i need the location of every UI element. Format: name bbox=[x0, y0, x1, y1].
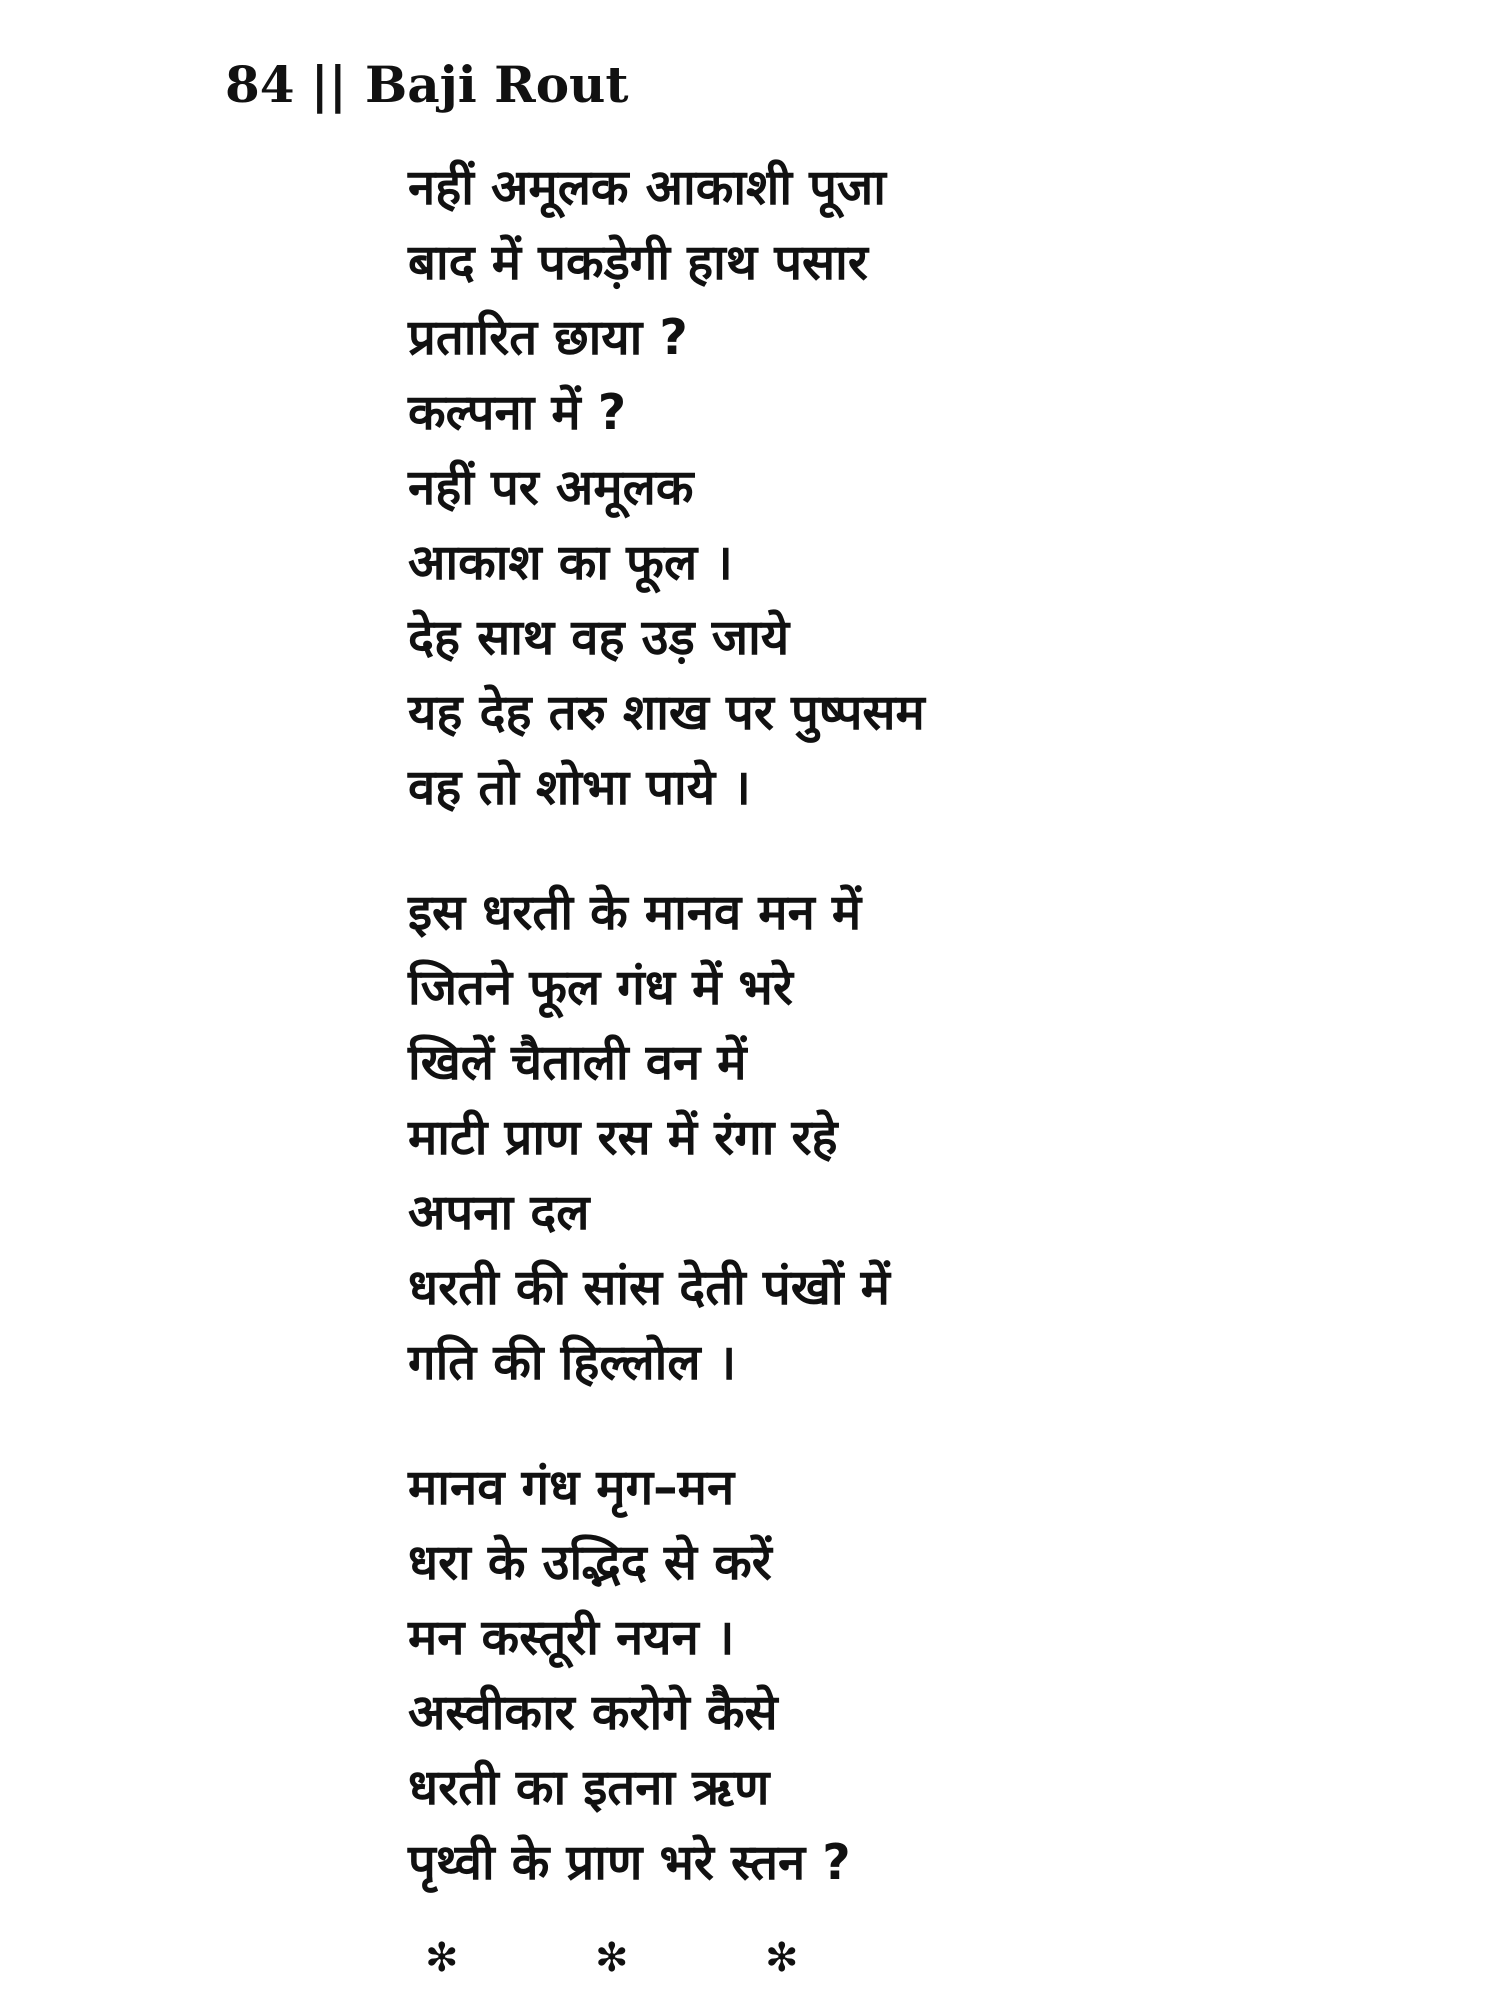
poem-line: माटी प्राण रस में रंगा रहे bbox=[408, 1109, 838, 1166]
poem-body bbox=[408, 150, 1408, 1900]
running-header bbox=[225, 55, 629, 114]
poem-line: इस धरती के मानव मन में bbox=[408, 884, 862, 941]
poem-line: गति की हिल्लोल । bbox=[408, 1334, 737, 1391]
poem-line: धरती का इतना ऋण bbox=[408, 1759, 770, 1816]
poem-line: देह साथ वह उड़ जाये bbox=[408, 609, 790, 666]
poem-line: धरा के उद्भिद से करें bbox=[408, 1534, 772, 1591]
poem-line: बाद में पकड़ेगी हाथ पसार bbox=[408, 234, 868, 291]
poem-line: धरती की सांस देती पंखों में bbox=[408, 1259, 890, 1316]
asterism-icon: ✻ bbox=[595, 1935, 629, 1981]
stanza-1 bbox=[408, 150, 1408, 825]
poem-line: कल्पना में ? bbox=[408, 384, 627, 441]
poem-line: नहीं पर अमूलक bbox=[408, 459, 694, 516]
asterism-icon: ✻ bbox=[425, 1935, 459, 1981]
author-name: Baji Rout bbox=[364, 55, 629, 114]
stanza-2 bbox=[408, 875, 1408, 1400]
poem-line: अपना दल bbox=[408, 1184, 590, 1241]
page-number: 84 bbox=[225, 55, 295, 114]
poem-line: नहीं अमूलक आकाशी पूजा bbox=[408, 159, 886, 216]
poem-line: मानव गंध मृग–मन bbox=[408, 1459, 735, 1516]
header-separator: || bbox=[310, 55, 347, 114]
stanza-3 bbox=[408, 1450, 1408, 1900]
section-ornaments bbox=[425, 1935, 935, 1981]
poem-line: आकाश का फूल । bbox=[408, 534, 733, 591]
poem-line: अस्वीकार करोगे कैसे bbox=[408, 1684, 778, 1741]
poem-line: पृथ्वी के प्राण भरे स्तन ? bbox=[408, 1834, 851, 1891]
poem-line: मन कस्तूरी नयन । bbox=[408, 1609, 735, 1666]
poem-line: जितने फूल गंध में भरे bbox=[408, 959, 793, 1016]
poem-line: खिलें चैताली वन में bbox=[408, 1034, 747, 1091]
asterism-icon: ✻ bbox=[765, 1935, 799, 1981]
poem-line: यह देह तरु शाख पर पुष्पसम bbox=[408, 684, 925, 741]
poem-line: वह तो शोभा पाये । bbox=[408, 759, 751, 816]
poem-line: प्रतारित छाया ? bbox=[408, 309, 688, 366]
